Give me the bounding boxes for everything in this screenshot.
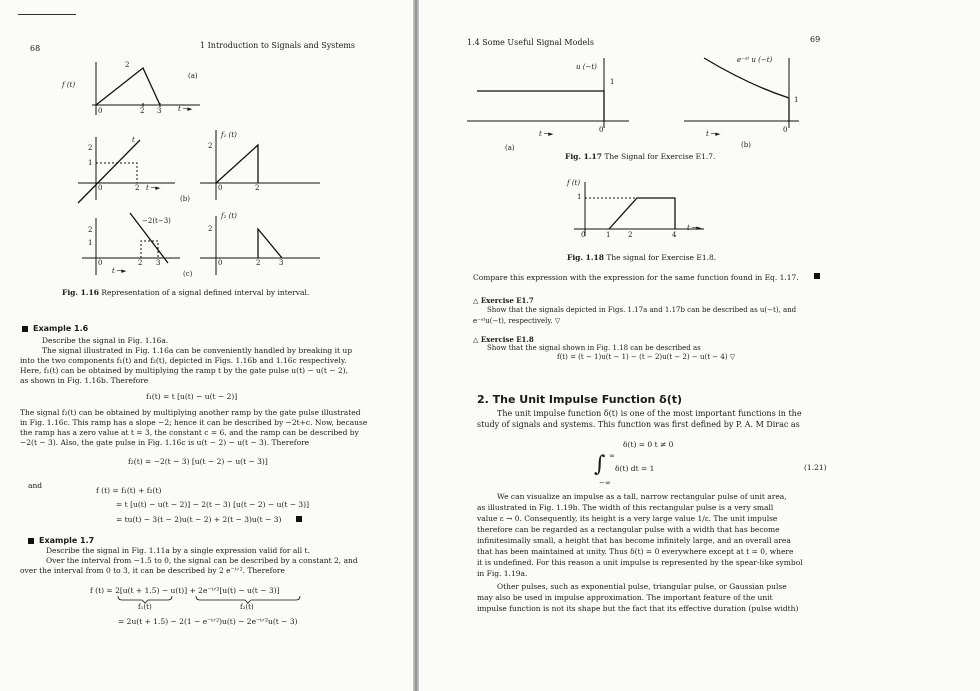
fig116b-label: (b) (180, 195, 190, 203)
fig116a-peak: 2 (125, 61, 130, 69)
underbraces (0, 0, 413, 691)
eq-integral: δ(t) dt = 1 (615, 464, 655, 473)
fig117b-one: 1 (794, 96, 799, 104)
ex17-line: over the interval from 0 to 3, it can be described by 2 e⁻ᵗᐟ². Therefore (20, 566, 285, 575)
fig117a-t: t ─► (539, 130, 554, 138)
fig117a-label: u (−t) (576, 63, 597, 71)
ex16-line: the ramp has a zero value at t = 3, the constant c = 6, and the ramp can be described by (20, 428, 359, 437)
fig116c-tick0: 0 (98, 259, 103, 267)
ex17-line: Over the interval from −1.5 to 0, the signal can be described by a constant 2, and (46, 556, 358, 565)
exercise-e1-8-heading: △ Exercise E1.8 (473, 335, 534, 344)
ex16-line: The signal illustrated in Fig. 1.16a can be conveniently handled by breaking it up (42, 346, 353, 355)
ex17-eq1b: = 2u(t + 1.5) − 2(1 − e⁻ᵗᐟ²)u(t) − 2e⁻ᵗᐟ²u(t − 3) (118, 617, 298, 626)
section-p1-line: study of signals and systems. This function was first defined by P. A. M Dirac as (477, 420, 800, 429)
fig116-caption-text: Representation of a signal defined interval by interval. (101, 288, 310, 297)
fig116b-right-ylabel: f₁ (t) (221, 131, 237, 139)
left-page (0, 0, 413, 691)
running-head: 1 Introduction to Signals and Systems (200, 41, 356, 50)
ex16-and: and (28, 481, 43, 490)
fig117-caption-label: Fig. 1.17 (565, 152, 602, 161)
exercise-e1-7-heading: △ Exercise E1.7 (473, 296, 534, 305)
fig116c-ramp-label: −2(t−3) (142, 217, 171, 225)
section-p3-line: may also be used in impulse approximation. The important feature of the unit (477, 593, 773, 602)
fig116b-right-y2: 2 (208, 142, 213, 150)
section-p2-line: therefore can be regarded as a rectangular pulse with a width that has become (477, 525, 780, 534)
fig118-t: t ─► (687, 224, 702, 232)
fig116b-slope: t (132, 136, 135, 144)
fig116b-right-tick0: 0 (218, 184, 223, 192)
fig116c-right-tick3: 3 (279, 259, 284, 267)
section-p2-line: in Fig. 1.19a. (477, 569, 528, 578)
fig116b-tick0: 0 (98, 184, 103, 192)
page-number: 68 (30, 44, 41, 53)
example-1-7-heading: Example 1.7 (39, 536, 95, 545)
ex17-eq1a: f (t) = 2[u(t + 1.5) − u(t)] + 2e⁻ᵗᐟ²[u(t) − u(t − 3)] (90, 586, 280, 595)
fig116c-t-arrow: t ─► (112, 267, 127, 275)
section-p3-line: Other pulses, such as exponential pulse, triangular pulse, or Gaussian pulse (497, 582, 787, 591)
ex16-line: Here, f₁(t) can be obtained by multiplying the ramp t by the gate pulse u(t) − u(t − 2), (20, 366, 348, 375)
fig116c-right-tick2: 2 (256, 259, 261, 267)
fig116c-label: (c) (183, 270, 193, 278)
fig116a-tick3: 3 (157, 107, 162, 115)
fig116c-y2: 2 (88, 226, 93, 234)
fig117a-sub: (a) (505, 144, 515, 152)
e17-line1: Show that the signals depicted in Figs. 1.17a and 1.17b can be described as u(−t), and (487, 306, 797, 314)
eq-delta-zero: δ(t) = 0 t ≠ 0 (623, 440, 674, 449)
section-p2-line: value ε → 0. Consequently, its height is a very large value 1/ε. The unit impulse (477, 514, 778, 523)
fig117b-sub: (b) (741, 141, 751, 149)
section-title: 2. The Unit Impulse Function δ(t) (477, 393, 683, 406)
fig118-tick4: 4 (672, 231, 677, 239)
fig118-caption-label: Fig. 1.18 (567, 253, 604, 262)
section-p2-line: infinitesimally small, a height that has become infinitely large, and an overall area (477, 536, 791, 545)
fig117-caption (565, 153, 715, 161)
section-p3-line: impulse function is not its shape but the fact that its effective duration (pulse width) (477, 604, 799, 613)
fig116b-right-tick2: 2 (255, 184, 260, 192)
running-head: 1.4 Some Useful Signal Models (467, 38, 594, 47)
fig116c-tick3: 3 (156, 259, 161, 267)
fig116c-tick2: 2 (138, 259, 143, 267)
section-p2-line: that has been maintained at unity. Thus δ(t) = 0 everywhere except at t = 0, where (477, 547, 794, 556)
integral-lower: −∞ (599, 479, 611, 487)
fig116a-label: (a) (188, 72, 198, 80)
fig118-tick2: 2 (628, 231, 633, 239)
compare-text: Compare this expression with the expression for the same function found in Eq. 1.17. (473, 273, 799, 282)
fig116c-right-tick0: 0 (218, 259, 223, 267)
e18-line2: f(t) = (t − 1)u(t − 1) − (t − 2)u(t − 2) − u(t − 4) ▽ (557, 353, 736, 361)
fig116a-t-arrow: t ─► (178, 105, 193, 113)
ex16-eq3b: = t [u(t) − u(t − 2)] − 2(t − 3) [u(t − 2) − u(t − 3)] (116, 500, 310, 509)
ex16-eq3c: = tu(t) − 3(t − 2)u(t − 2) + 2(t − 3)u(t − 3) (116, 515, 282, 524)
fig116a-tick2: 2 (140, 107, 145, 115)
ex16-line: as shown in Fig. 1.16b. Therefore (20, 376, 149, 385)
fig117a-one: 1 (610, 78, 615, 86)
fig116b-t-arrow: t ─► (146, 184, 161, 192)
fig117b-zero: 0 (783, 126, 788, 134)
fig118-caption (567, 254, 716, 262)
fig118-tick0: 0 (581, 231, 586, 239)
ex16-line: into the two components f₁(t) and f₂(t), depicted in Figs. 1.16b and 1.16c respectively. (20, 356, 347, 365)
ex16-eq3a: f (t) = f₁(t) + f₂(t) (96, 486, 162, 495)
section-p2-line: as illustrated in Fig. 1.19b. The width of this rectangular pulse is a very small (477, 503, 774, 512)
ex16-eq2: f₂(t) = −2(t − 3) [u(t − 2) − u(t − 3)] (128, 457, 268, 466)
section-p2-line: it is undefined. For this reason a unit impulse is represented by the spear-like symbol (477, 558, 803, 567)
ex16-line: −2(t − 3). Also, the gate pulse in Fig. 1.16c is u(t − 2) − u(t − 3). Therefore (20, 438, 310, 447)
fig117b-t: t ─► (706, 130, 721, 138)
integral-sign: ∫ (594, 452, 606, 477)
ex16-eq1: f₁(t) = t [u(t) − u(t − 2)] (146, 392, 238, 401)
ex16-line: in Fig. 1.16c. This ramp has a slope −2; hence it can be described by −2t+c. Now, because (20, 418, 368, 427)
example-1-6-heading: Example 1.6 (33, 324, 89, 333)
fig118-caption-text: The signal for Exercise E1.8. (606, 253, 717, 262)
fig116a-tick0: 0 (98, 107, 103, 115)
ex16-line: Describe the signal in Fig. 1.16a. (42, 336, 169, 345)
fig118-ylabel: f (t) (567, 179, 581, 187)
ex17-under1: f₁(t) (138, 603, 152, 611)
fig116b-y1: 1 (88, 159, 93, 167)
ex17-under2: f₂(t) (240, 603, 254, 611)
section-p2-line: We can visualize an impulse as a tall, narrow rectangular pulse of unit area, (497, 492, 787, 501)
fig117a-zero: 0 (599, 126, 604, 134)
fig117-caption-text: The Signal for Exercise E1.7. (604, 152, 716, 161)
e17-line2: e⁻ᵃᵗu(−t), respectively. ▽ (473, 317, 561, 325)
fig116b-y2: 2 (88, 144, 93, 152)
fig116c-right-y2: 2 (208, 225, 213, 233)
integral-upper: ∞ (609, 452, 615, 460)
fig116c-y1: 1 (88, 239, 93, 247)
fig117b-label: e⁻ᵃᵗ u (−t) (737, 56, 773, 64)
section-p1-line: The unit impulse function δ(t) is one of the most important functions in the (497, 409, 802, 418)
fig118-one: 1 (577, 193, 582, 201)
ex17-line: Describe the signal in Fig. 1.11a by a single expression valid for all t. (46, 546, 310, 555)
page-number: 69 (810, 35, 821, 44)
fig116b-tick2: 2 (135, 184, 140, 192)
fig116a-ylabel: f (t) (62, 81, 76, 89)
e18-line1: Show that the signal shown in Fig. 1.18 can be described as (487, 344, 701, 352)
right-page (419, 0, 980, 691)
equation-number: (1.21) (804, 463, 827, 472)
end-marker (814, 273, 820, 279)
fig116c-right-ylabel: f₂ (t) (221, 212, 237, 220)
fig118-tick1: 1 (606, 231, 611, 239)
fig116-caption-label: Fig. 1.16 (62, 288, 99, 297)
ex16-line: The signal f₂(t) can be obtained by multiplying another ramp by the gate pulse illustrated (20, 408, 361, 417)
